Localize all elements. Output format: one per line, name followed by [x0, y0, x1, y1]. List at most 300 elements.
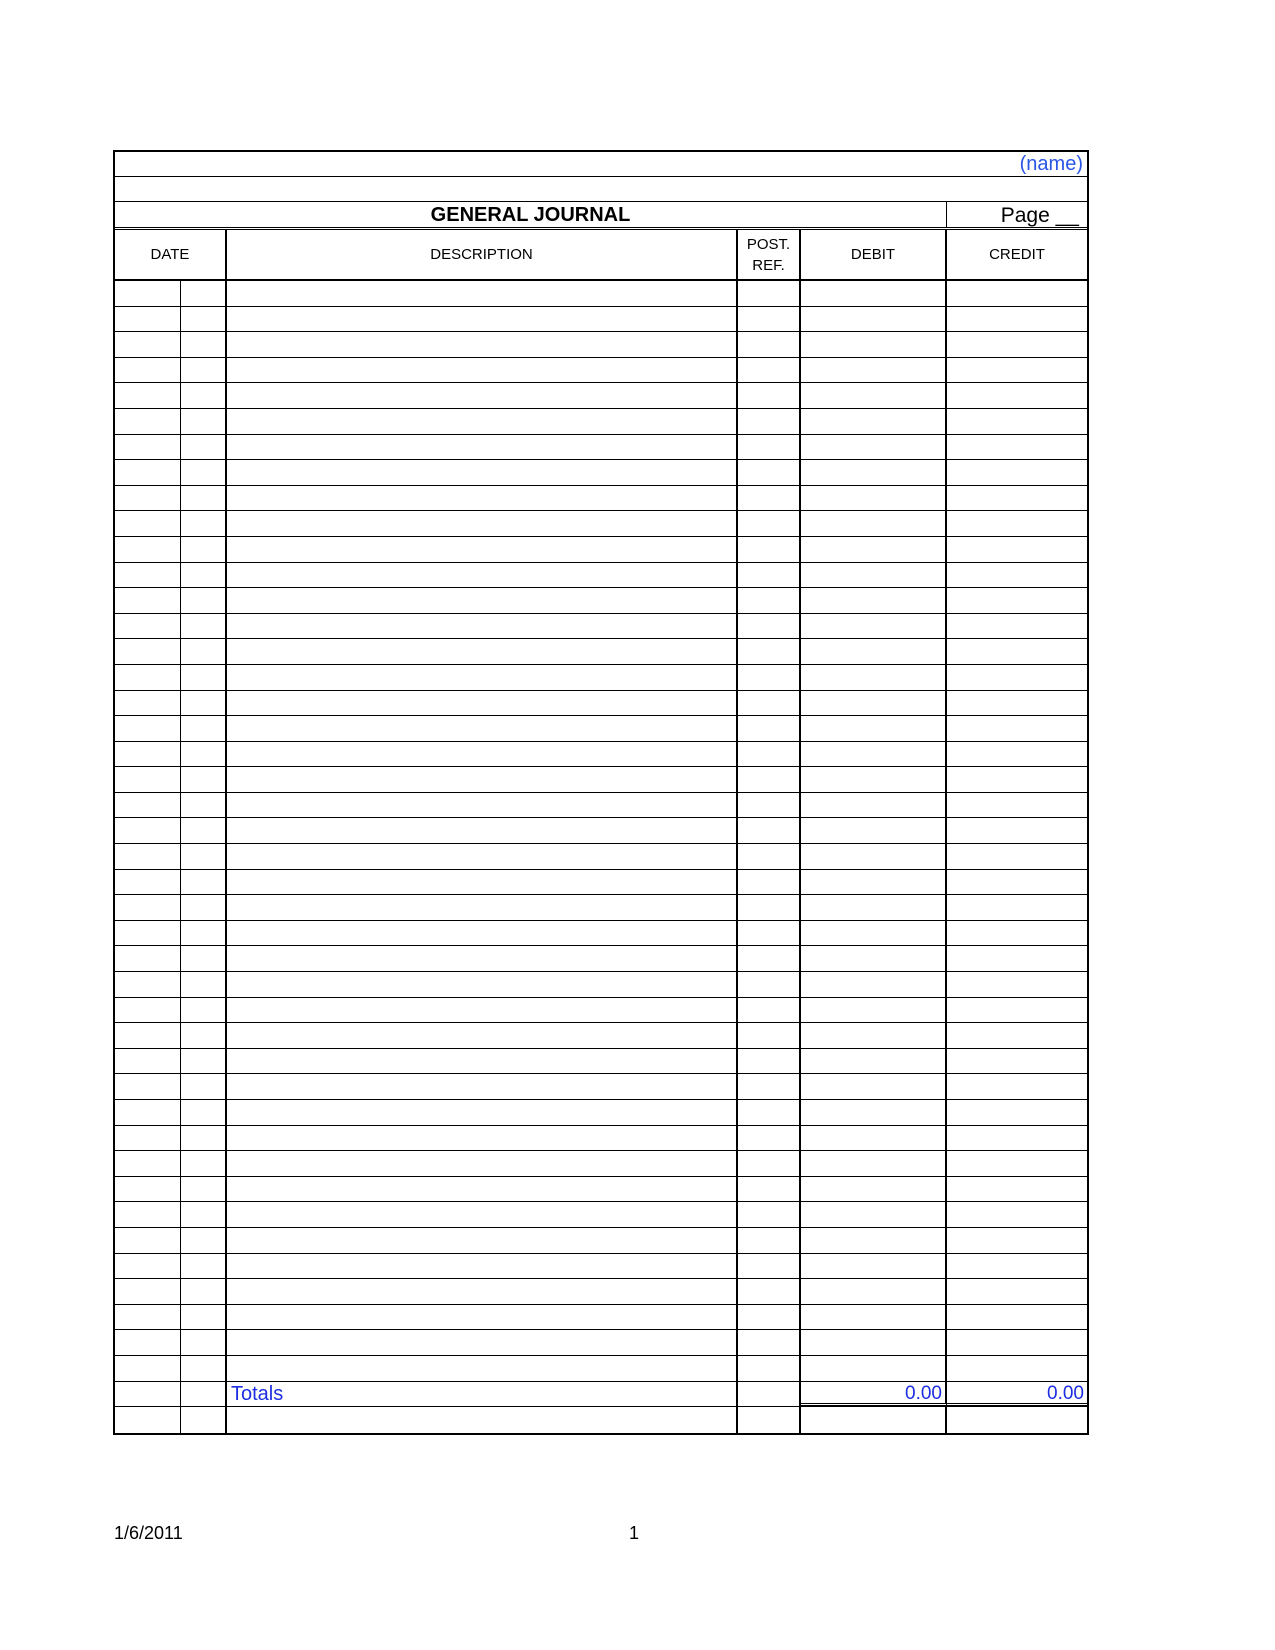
- cell-post-ref[interactable]: [738, 563, 801, 588]
- cell-day[interactable]: [181, 1100, 227, 1125]
- total-debit: 0.00: [801, 1382, 947, 1407]
- cell-day[interactable]: [181, 1356, 227, 1381]
- cell-credit[interactable]: [947, 972, 1087, 997]
- cell-credit[interactable]: [947, 921, 1087, 946]
- cell-post-ref[interactable]: [738, 1279, 801, 1304]
- cell-month[interactable]: [115, 1074, 181, 1099]
- cell-day[interactable]: [181, 1305, 227, 1330]
- cell-description[interactable]: [227, 998, 738, 1023]
- cell-month[interactable]: [115, 435, 181, 460]
- cell-day[interactable]: [181, 691, 227, 716]
- cell-description[interactable]: [227, 818, 738, 843]
- cell-debit[interactable]: [801, 1100, 947, 1125]
- cell-day[interactable]: [181, 1382, 227, 1407]
- totals-label: Totals: [227, 1382, 738, 1407]
- cell-month[interactable]: [115, 1254, 181, 1279]
- cell-debit[interactable]: [801, 716, 947, 741]
- cell-post-ref[interactable]: [738, 1254, 801, 1279]
- cell-credit[interactable]: [947, 793, 1087, 818]
- cell-post-ref[interactable]: [738, 409, 801, 434]
- cell-day[interactable]: [181, 895, 227, 920]
- cell-description[interactable]: [227, 511, 738, 536]
- cell-description[interactable]: [227, 1228, 738, 1253]
- blank-header-row: [115, 177, 1087, 202]
- cell-post-ref[interactable]: [738, 1100, 801, 1125]
- cell-credit[interactable]: [947, 639, 1087, 664]
- cell-credit[interactable]: [947, 1279, 1087, 1304]
- cell-credit[interactable]: [947, 1126, 1087, 1151]
- cell-debit[interactable]: [801, 332, 947, 357]
- cell-post-ref[interactable]: [738, 332, 801, 357]
- cell-post-ref[interactable]: [738, 1407, 801, 1433]
- cell-debit[interactable]: [801, 1254, 947, 1279]
- cell-post-ref[interactable]: [738, 793, 801, 818]
- cell-month[interactable]: [115, 895, 181, 920]
- cell-debit[interactable]: [801, 1074, 947, 1099]
- cell-month[interactable]: [115, 588, 181, 613]
- cell-post-ref[interactable]: [738, 307, 801, 332]
- cell-month[interactable]: [115, 921, 181, 946]
- cell-credit[interactable]: [947, 307, 1087, 332]
- cell-month[interactable]: [115, 844, 181, 869]
- cell-debit[interactable]: [801, 511, 947, 536]
- cell-day[interactable]: [181, 639, 227, 664]
- cell-month[interactable]: [115, 1177, 181, 1202]
- cell-credit[interactable]: [947, 281, 1087, 306]
- cell-credit[interactable]: [947, 665, 1087, 690]
- cell-day[interactable]: [181, 998, 227, 1023]
- cell-month[interactable]: [115, 1330, 181, 1355]
- table-row: [115, 588, 1087, 614]
- cell-post-ref[interactable]: [738, 1023, 801, 1048]
- cell-description[interactable]: [227, 358, 738, 383]
- cell-day[interactable]: [181, 1254, 227, 1279]
- cell-description[interactable]: [227, 844, 738, 869]
- cell-description[interactable]: [227, 1279, 738, 1304]
- cell-month[interactable]: [115, 665, 181, 690]
- cell-month[interactable]: [115, 281, 181, 306]
- cell-debit[interactable]: [801, 435, 947, 460]
- cell-credit[interactable]: [947, 1356, 1087, 1381]
- cell-description[interactable]: [227, 486, 738, 511]
- cell-post-ref[interactable]: [738, 1382, 801, 1407]
- cell-debit[interactable]: [801, 537, 947, 562]
- cell-post-ref[interactable]: [738, 1126, 801, 1151]
- cell-debit[interactable]: [801, 1407, 947, 1433]
- cell-post-ref[interactable]: [738, 716, 801, 741]
- cell-description[interactable]: [227, 1202, 738, 1227]
- cell-description[interactable]: [227, 1177, 738, 1202]
- cell-credit[interactable]: [947, 409, 1087, 434]
- cell-month[interactable]: [115, 972, 181, 997]
- cell-credit[interactable]: [947, 1407, 1087, 1433]
- cell-month[interactable]: [115, 1126, 181, 1151]
- post-ref-label-line1: POST.: [746, 235, 791, 253]
- cell-debit[interactable]: [801, 563, 947, 588]
- cell-credit[interactable]: [947, 1151, 1087, 1176]
- cell-description[interactable]: [227, 870, 738, 895]
- cell-debit[interactable]: [801, 614, 947, 639]
- table-row: [115, 332, 1087, 358]
- cell-month[interactable]: [115, 307, 181, 332]
- cell-day[interactable]: [181, 818, 227, 843]
- cell-month[interactable]: [115, 793, 181, 818]
- table-row: [115, 435, 1087, 461]
- cell-credit[interactable]: [947, 998, 1087, 1023]
- table-row: [115, 1049, 1087, 1075]
- cell-day[interactable]: [181, 383, 227, 408]
- cell-credit[interactable]: [947, 1305, 1087, 1330]
- cell-month[interactable]: [115, 742, 181, 767]
- cell-day[interactable]: [181, 793, 227, 818]
- cell-month[interactable]: [115, 614, 181, 639]
- cell-month[interactable]: [115, 870, 181, 895]
- cell-month[interactable]: [115, 1202, 181, 1227]
- cell-description[interactable]: [227, 537, 738, 562]
- cell-post-ref[interactable]: [738, 895, 801, 920]
- cell-description[interactable]: [227, 1330, 738, 1355]
- cell-post-ref[interactable]: [738, 435, 801, 460]
- cell-post-ref[interactable]: [738, 358, 801, 383]
- table-row: [115, 895, 1087, 921]
- cell-debit[interactable]: [801, 1049, 947, 1074]
- cell-month[interactable]: [115, 460, 181, 485]
- cell-debit[interactable]: [801, 870, 947, 895]
- cell-post-ref[interactable]: [738, 998, 801, 1023]
- cell-credit[interactable]: [947, 818, 1087, 843]
- cell-day[interactable]: [181, 742, 227, 767]
- cell-description[interactable]: [227, 332, 738, 357]
- cell-credit[interactable]: [947, 511, 1087, 536]
- cell-month[interactable]: [115, 1305, 181, 1330]
- cell-description[interactable]: [227, 793, 738, 818]
- cell-post-ref[interactable]: [738, 818, 801, 843]
- cell-month[interactable]: [115, 946, 181, 971]
- table-row: [115, 1177, 1087, 1203]
- cell-description[interactable]: [227, 1074, 738, 1099]
- cell-description[interactable]: [227, 1305, 738, 1330]
- cell-post-ref[interactable]: [738, 691, 801, 716]
- column-header-debit: DEBIT: [801, 230, 947, 279]
- cell-debit[interactable]: [801, 1279, 947, 1304]
- cell-debit[interactable]: [801, 1330, 947, 1355]
- cell-credit[interactable]: [947, 1202, 1087, 1227]
- cell-day[interactable]: [181, 358, 227, 383]
- cell-description[interactable]: [227, 1023, 738, 1048]
- cell-month[interactable]: [115, 1279, 181, 1304]
- cell-month[interactable]: [115, 409, 181, 434]
- cell-debit[interactable]: [801, 1023, 947, 1048]
- table-row: [115, 844, 1087, 870]
- cell-day[interactable]: [181, 409, 227, 434]
- cell-debit[interactable]: [801, 998, 947, 1023]
- cell-description[interactable]: [227, 946, 738, 971]
- table-row: [115, 818, 1087, 844]
- cell-day[interactable]: [181, 921, 227, 946]
- cell-day[interactable]: [181, 767, 227, 792]
- cell-debit[interactable]: [801, 486, 947, 511]
- cell-description[interactable]: [227, 921, 738, 946]
- cell-credit[interactable]: [947, 332, 1087, 357]
- table-row: [115, 1202, 1087, 1228]
- cell-post-ref[interactable]: [738, 639, 801, 664]
- cell-month[interactable]: [115, 332, 181, 357]
- table-row: [115, 409, 1087, 435]
- cell-credit[interactable]: [947, 1254, 1087, 1279]
- cell-debit[interactable]: [801, 588, 947, 613]
- total-credit: 0.00: [947, 1382, 1087, 1407]
- cell-day[interactable]: [181, 281, 227, 306]
- table-row: [115, 563, 1087, 589]
- cell-debit[interactable]: [801, 665, 947, 690]
- cell-day[interactable]: [181, 486, 227, 511]
- cell-month[interactable]: [115, 1356, 181, 1381]
- cell-post-ref[interactable]: [738, 1228, 801, 1253]
- cell-month[interactable]: [115, 358, 181, 383]
- cell-credit[interactable]: [947, 946, 1087, 971]
- table-row: [115, 793, 1087, 819]
- cell-description[interactable]: [227, 1126, 738, 1151]
- cell-post-ref[interactable]: [738, 460, 801, 485]
- cell-debit[interactable]: [801, 793, 947, 818]
- cell-credit[interactable]: [947, 895, 1087, 920]
- cell-debit[interactable]: [801, 972, 947, 997]
- cell-day[interactable]: [181, 1074, 227, 1099]
- cell-description[interactable]: [227, 1151, 738, 1176]
- page-field[interactable]: Page __: [1000, 204, 1079, 227]
- cell-debit[interactable]: [801, 1151, 947, 1176]
- cell-description[interactable]: [227, 1049, 738, 1074]
- cell-debit[interactable]: [801, 691, 947, 716]
- cell-credit[interactable]: [947, 844, 1087, 869]
- cell-month[interactable]: [115, 639, 181, 664]
- cell-description[interactable]: [227, 460, 738, 485]
- cell-description[interactable]: [227, 1100, 738, 1125]
- post-ref-label-line2: REF.: [752, 256, 785, 274]
- cell-debit[interactable]: [801, 946, 947, 971]
- cell-description[interactable]: [227, 435, 738, 460]
- cell-month[interactable]: [115, 1382, 181, 1407]
- cell-post-ref[interactable]: [738, 1049, 801, 1074]
- cell-debit[interactable]: [801, 460, 947, 485]
- cell-description[interactable]: [227, 767, 738, 792]
- cell-debit[interactable]: [801, 767, 947, 792]
- cell-description[interactable]: [227, 409, 738, 434]
- table-row: [115, 1228, 1087, 1254]
- cell-description[interactable]: [227, 307, 738, 332]
- cell-debit[interactable]: [801, 1202, 947, 1227]
- cell-post-ref[interactable]: [738, 870, 801, 895]
- cell-month[interactable]: [115, 1100, 181, 1125]
- cell-day[interactable]: [181, 1407, 227, 1433]
- cell-day[interactable]: [181, 844, 227, 869]
- table-row: [115, 307, 1087, 333]
- cell-post-ref[interactable]: [738, 767, 801, 792]
- cell-debit[interactable]: [801, 895, 947, 920]
- cell-debit[interactable]: [801, 742, 947, 767]
- table-row: [115, 972, 1087, 998]
- cell-description[interactable]: [227, 1356, 738, 1381]
- cell-day[interactable]: [181, 1330, 227, 1355]
- cell-post-ref[interactable]: [738, 921, 801, 946]
- table-row: [115, 946, 1087, 972]
- cell-credit[interactable]: [947, 870, 1087, 895]
- cell-credit[interactable]: [947, 614, 1087, 639]
- cell-debit[interactable]: [801, 844, 947, 869]
- cell-post-ref[interactable]: [738, 665, 801, 690]
- cell-day[interactable]: [181, 1126, 227, 1151]
- cell-description[interactable]: [227, 614, 738, 639]
- cell-description[interactable]: [227, 588, 738, 613]
- cell-credit[interactable]: [947, 1330, 1087, 1355]
- cell-post-ref[interactable]: [738, 281, 801, 306]
- cell-month[interactable]: [115, 767, 181, 792]
- cell-post-ref[interactable]: [738, 972, 801, 997]
- footer-date: 1/6/2011: [114, 1523, 183, 1543]
- cell-debit[interactable]: [801, 409, 947, 434]
- cell-post-ref[interactable]: [738, 486, 801, 511]
- cell-month[interactable]: [115, 1023, 181, 1048]
- cell-description[interactable]: [227, 281, 738, 306]
- cell-debit[interactable]: [801, 307, 947, 332]
- cell-post-ref[interactable]: [738, 614, 801, 639]
- cell-day[interactable]: [181, 870, 227, 895]
- cell-description[interactable]: [227, 691, 738, 716]
- cell-day[interactable]: [181, 1151, 227, 1176]
- cell-credit[interactable]: [947, 1228, 1087, 1253]
- journal-entries: [115, 281, 1087, 1433]
- cell-post-ref[interactable]: [738, 1356, 801, 1381]
- cell-month[interactable]: [115, 998, 181, 1023]
- cell-description[interactable]: [227, 639, 738, 664]
- cell-month[interactable]: [115, 1151, 181, 1176]
- cell-month[interactable]: [115, 563, 181, 588]
- cell-month[interactable]: [115, 383, 181, 408]
- cell-debit[interactable]: [801, 281, 947, 306]
- cell-month[interactable]: [115, 486, 181, 511]
- cell-debit[interactable]: [801, 818, 947, 843]
- cell-debit[interactable]: [801, 1126, 947, 1151]
- cell-credit[interactable]: [947, 1074, 1087, 1099]
- cell-post-ref[interactable]: [738, 844, 801, 869]
- table-row: [115, 1126, 1087, 1152]
- table-row: [115, 921, 1087, 947]
- name-field[interactable]: (name): [1019, 152, 1083, 175]
- cell-month[interactable]: [115, 716, 181, 741]
- cell-post-ref[interactable]: [738, 1330, 801, 1355]
- cell-debit[interactable]: [801, 1228, 947, 1253]
- cell-post-ref[interactable]: [738, 537, 801, 562]
- cell-debit[interactable]: [801, 383, 947, 408]
- cell-month[interactable]: [115, 511, 181, 536]
- table-row: [115, 460, 1087, 486]
- cell-post-ref[interactable]: [738, 588, 801, 613]
- cell-post-ref[interactable]: [738, 1177, 801, 1202]
- cell-credit[interactable]: [947, 460, 1087, 485]
- cell-description[interactable]: [227, 972, 738, 997]
- cell-debit[interactable]: [801, 1305, 947, 1330]
- cell-day[interactable]: [181, 1228, 227, 1253]
- cell-description[interactable]: [227, 383, 738, 408]
- cell-debit[interactable]: [801, 921, 947, 946]
- cell-debit[interactable]: [801, 358, 947, 383]
- cell-month[interactable]: [115, 537, 181, 562]
- cell-credit[interactable]: [947, 691, 1087, 716]
- cell-credit[interactable]: [947, 383, 1087, 408]
- cell-credit[interactable]: [947, 742, 1087, 767]
- cell-post-ref[interactable]: [738, 1074, 801, 1099]
- cell-description[interactable]: [227, 895, 738, 920]
- cell-day[interactable]: [181, 511, 227, 536]
- cell-post-ref[interactable]: [738, 1202, 801, 1227]
- cell-debit[interactable]: [801, 639, 947, 664]
- cell-credit[interactable]: [947, 358, 1087, 383]
- cell-day[interactable]: [181, 1177, 227, 1202]
- cell-debit[interactable]: [801, 1177, 947, 1202]
- cell-day[interactable]: [181, 460, 227, 485]
- cell-credit[interactable]: [947, 1049, 1087, 1074]
- cell-day[interactable]: [181, 614, 227, 639]
- cell-post-ref[interactable]: [738, 1305, 801, 1330]
- cell-credit[interactable]: [947, 563, 1087, 588]
- cell-month[interactable]: [115, 1228, 181, 1253]
- cell-credit[interactable]: [947, 435, 1087, 460]
- cell-day[interactable]: [181, 1202, 227, 1227]
- cell-day[interactable]: [181, 307, 227, 332]
- cell-debit[interactable]: [801, 1356, 947, 1381]
- cell-credit[interactable]: [947, 537, 1087, 562]
- cell-credit[interactable]: [947, 1023, 1087, 1048]
- cell-post-ref[interactable]: [738, 742, 801, 767]
- cell-credit[interactable]: [947, 588, 1087, 613]
- cell-month[interactable]: [115, 1407, 181, 1433]
- cell-credit[interactable]: [947, 1177, 1087, 1202]
- cell-description[interactable]: [227, 563, 738, 588]
- cell-post-ref[interactable]: [738, 946, 801, 971]
- cell-day[interactable]: [181, 588, 227, 613]
- cell-post-ref[interactable]: [738, 383, 801, 408]
- cell-description[interactable]: [227, 742, 738, 767]
- column-header-description: DESCRIPTION: [227, 230, 738, 279]
- cell-day[interactable]: [181, 946, 227, 971]
- cell-day[interactable]: [181, 563, 227, 588]
- cell-day[interactable]: [181, 972, 227, 997]
- table-row: [115, 1279, 1087, 1305]
- cell-description[interactable]: [227, 1254, 738, 1279]
- cell-day[interactable]: [181, 665, 227, 690]
- cell-day[interactable]: [181, 537, 227, 562]
- cell-day[interactable]: [181, 1023, 227, 1048]
- cell-day[interactable]: [181, 1279, 227, 1304]
- cell-post-ref[interactable]: [738, 1151, 801, 1176]
- table-row: [115, 1151, 1087, 1177]
- cell-day[interactable]: [181, 1049, 227, 1074]
- cell-credit[interactable]: [947, 767, 1087, 792]
- cell-day[interactable]: [181, 716, 227, 741]
- cell-day[interactable]: [181, 435, 227, 460]
- cell-post-ref[interactable]: [738, 511, 801, 536]
- cell-credit[interactable]: [947, 1100, 1087, 1125]
- cell-description[interactable]: [227, 716, 738, 741]
- cell-credit[interactable]: [947, 486, 1087, 511]
- cell-credit[interactable]: [947, 716, 1087, 741]
- cell-month[interactable]: [115, 691, 181, 716]
- cell-month[interactable]: [115, 1049, 181, 1074]
- cell-month[interactable]: [115, 818, 181, 843]
- cell-description[interactable]: [227, 1407, 738, 1433]
- cell-day[interactable]: [181, 332, 227, 357]
- cell-description[interactable]: [227, 665, 738, 690]
